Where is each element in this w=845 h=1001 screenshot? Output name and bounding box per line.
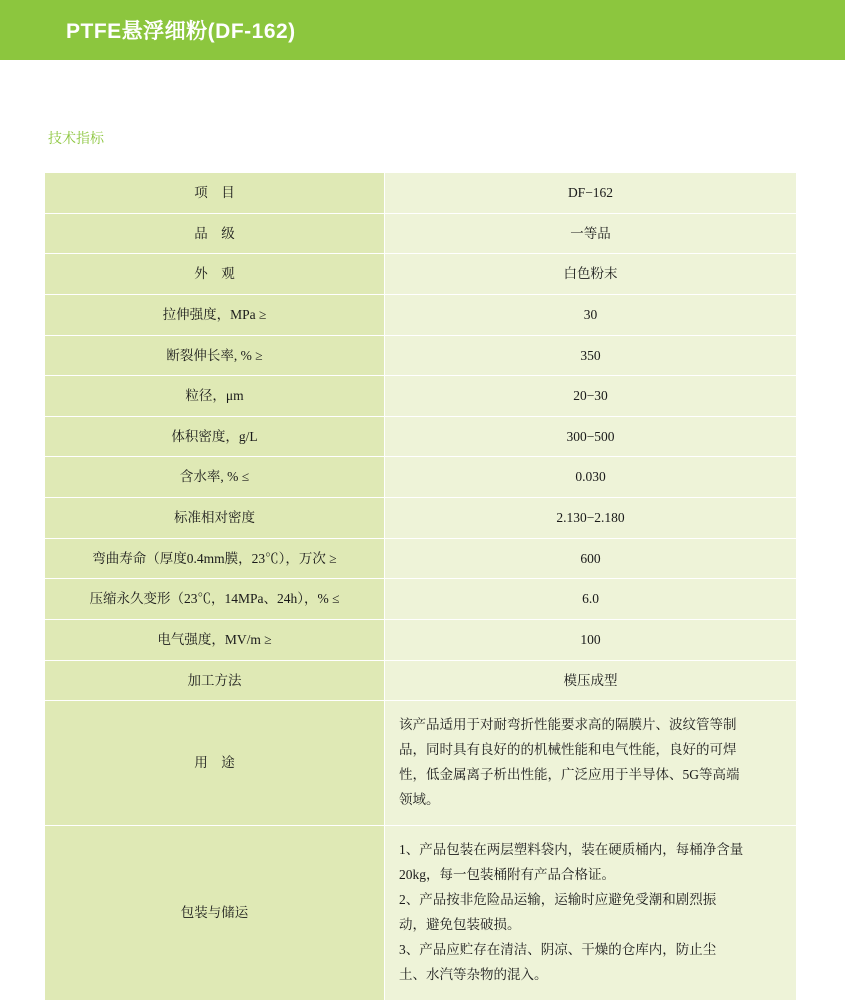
row-label: 项 目 bbox=[45, 173, 385, 214]
row-value: 模压成型 bbox=[385, 660, 797, 701]
row-label: 包装与储运 bbox=[45, 826, 385, 1001]
packaging-line: 土、水汽等杂物的混入。 bbox=[399, 966, 548, 982]
row-value: 30 bbox=[385, 294, 797, 335]
header-banner bbox=[0, 0, 845, 60]
row-label: 含水率, % ≤ bbox=[45, 457, 385, 498]
packaging-line: 动，避免包装破损。 bbox=[399, 916, 521, 932]
specification-table bbox=[44, 172, 797, 1001]
row-value: 300−500 bbox=[385, 416, 797, 457]
table-row bbox=[45, 416, 797, 457]
row-label: 标准相对密度 bbox=[45, 498, 385, 539]
table-row bbox=[45, 619, 797, 660]
row-label: 断裂伸长率, % ≥ bbox=[45, 335, 385, 376]
row-value: DF−162 bbox=[385, 173, 797, 214]
row-label: 粒径，μm bbox=[45, 376, 385, 417]
table-row bbox=[45, 213, 797, 254]
table-row bbox=[45, 579, 797, 620]
row-value: 0.030 bbox=[385, 457, 797, 498]
row-value: 20−30 bbox=[385, 376, 797, 417]
table-row-usage bbox=[45, 701, 797, 826]
row-label: 电气强度，MV/m ≥ bbox=[45, 619, 385, 660]
table-row bbox=[45, 498, 797, 539]
packaging-line: 3、产品应贮存在清洁、阴凉、干燥的仓库内，防止尘 bbox=[399, 941, 717, 957]
table-row-packaging bbox=[45, 826, 797, 1001]
table-row bbox=[45, 538, 797, 579]
row-label: 拉伸强度，MPa ≥ bbox=[45, 294, 385, 335]
row-value-packaging bbox=[385, 826, 797, 1001]
table-row bbox=[45, 335, 797, 376]
row-label: 用 途 bbox=[45, 701, 385, 826]
usage-line: 品，同时具有良好的的机械性能和电气性能，良好的可焊 bbox=[399, 742, 737, 758]
row-label: 弯曲寿命（厚度0.4mm膜，23℃），万次 ≥ bbox=[45, 538, 385, 579]
usage-line: 该产品适用于对耐弯折性能要求高的隔膜片、波纹管等制 bbox=[399, 717, 737, 733]
row-label: 压缩永久变形（23℃，14MPa、24h），% ≤ bbox=[45, 579, 385, 620]
row-label: 外 观 bbox=[45, 254, 385, 295]
row-value-usage bbox=[385, 701, 797, 826]
usage-line: 领域。 bbox=[399, 792, 440, 808]
page-title: PTFE悬浮细粉(DF-162) bbox=[66, 20, 296, 43]
row-value: 350 bbox=[385, 335, 797, 376]
packaging-line: 1、产品包装在两层塑料袋内，装在硬质桶内，每桶净含量 bbox=[399, 842, 744, 857]
section-heading-technical-specs: 技术指标 bbox=[48, 130, 104, 146]
row-label: 加工方法 bbox=[45, 660, 385, 701]
table-row bbox=[45, 173, 797, 214]
packaging-line: 2、产品按非危险品运输，运输时应避免受潮和剧烈振 bbox=[399, 891, 717, 907]
row-value: 一等品 bbox=[385, 213, 797, 254]
usage-line: 性，低金属离子析出性能，广泛应用于半导体、5G等高端 bbox=[399, 767, 740, 783]
table-row bbox=[45, 376, 797, 417]
row-value: 6.0 bbox=[385, 579, 797, 620]
table-row bbox=[45, 254, 797, 295]
packaging-line: 20kg，每一包装桶附有产品合格证。 bbox=[399, 866, 615, 882]
row-label: 体积密度，g/L bbox=[45, 416, 385, 457]
table-row bbox=[45, 457, 797, 498]
row-value: 100 bbox=[385, 619, 797, 660]
row-label: 品 级 bbox=[45, 213, 385, 254]
row-value: 2.130−2.180 bbox=[385, 498, 797, 539]
table-row bbox=[45, 294, 797, 335]
row-value: 白色粉末 bbox=[385, 254, 797, 295]
row-value: 600 bbox=[385, 538, 797, 579]
table-row bbox=[45, 660, 797, 701]
